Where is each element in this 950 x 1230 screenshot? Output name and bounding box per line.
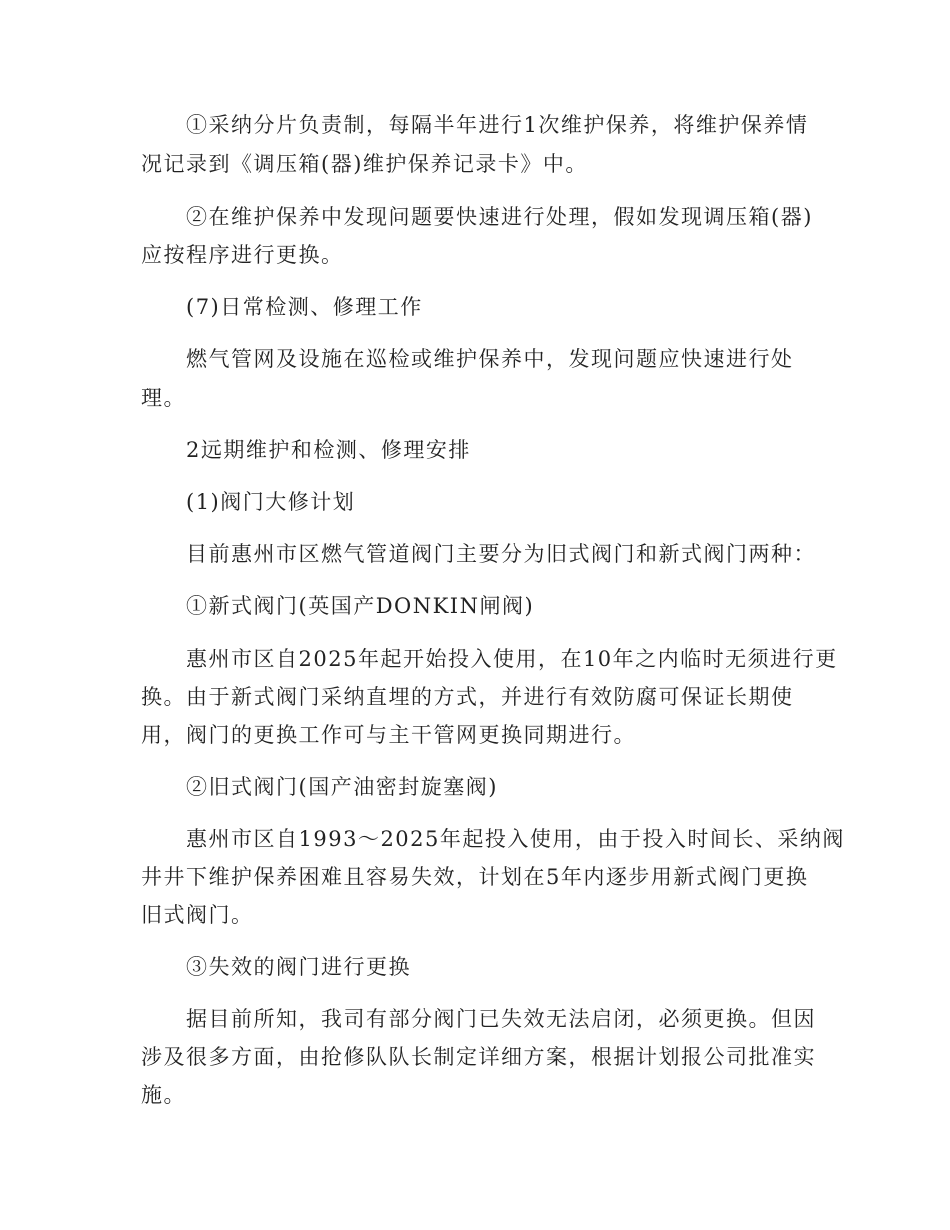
text-line: 目前惠州市区燃气管道阀门主要分为旧式阀门和新式阀门两种： (186, 542, 816, 566)
text-line: ③失效的阀门进行更换 (186, 955, 411, 979)
text-line: 换。由于新式阀门采纳直埋的方式，并进行有效防腐可保证长期使 (141, 685, 794, 709)
text-line: 燃气管网及设施在巡检或维护保养中，发现问题应快速进行处 (186, 347, 794, 371)
text-line: ②旧式阀门(国产油密封旋塞阀) (186, 775, 498, 799)
text-line: 涉及很多方面，由抢修队队长制定详细方案，根据计划报公司批准实 (141, 1045, 816, 1069)
text-line: 用，阀门的更换工作可与主干管网更换同期进行。 (141, 723, 636, 747)
text-line: 旧式阀门。 (141, 903, 254, 927)
text-line: 理。 (141, 386, 186, 410)
heading-text: (7)日常检测、修理工作 (186, 295, 423, 319)
text-line: 施。 (141, 1083, 186, 1107)
heading-text: 2远期维护和检测、修理安排 (186, 438, 471, 462)
text-line: 据目前所知，我司有部分阀门已失效无法启闭，必须更换。但因 (186, 1007, 816, 1031)
text-line: ①采纳分片负责制，每隔半年进行1次维护保养，将维护保养情 (186, 113, 809, 137)
text-line: ②在维护保养中发现问题要快速进行处理，假如发现调压箱(器) (186, 205, 813, 229)
text-line: ①新式阀门(英国产DONKIN闸阀) (186, 594, 535, 618)
text-line: 井井下维护保养困难且容易失效，计划在5年内逐步用新式阀门更换 (141, 865, 809, 889)
text-line: 惠州市区自1993～2025年起投入使用，由于投入时间长、采纳阀 (186, 827, 845, 851)
text-line: 况记录到《调压箱(器)维护保养记录卡》中。 (141, 152, 588, 176)
text-line: 惠州市区自2025年起开始投入使用，在10年之内临时无须进行更 (186, 647, 838, 671)
heading-text: (1)阀门大修计划 (186, 490, 356, 514)
text-line: 应按程序进行更换。 (141, 243, 344, 267)
